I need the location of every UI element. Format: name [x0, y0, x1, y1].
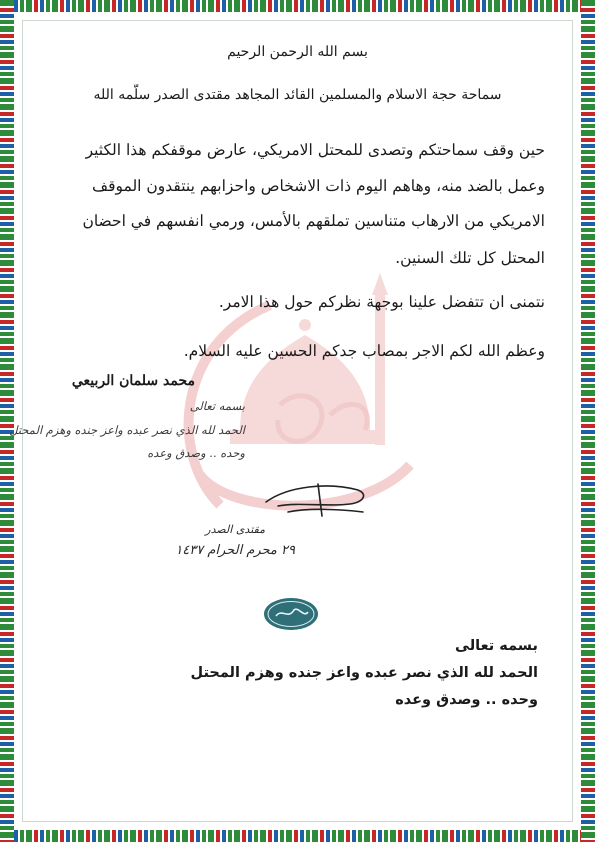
- right-ornamental-border: [581, 0, 595, 842]
- addressee-line: سماحة حجة الاسلام والمسلمين القائد المجاهد مقتدى الصدر سلّمه الله: [93, 87, 502, 103]
- signer-name: محمد سلمان الربيعي: [71, 373, 195, 389]
- typed-reply-line-1: بسمه تعالى: [455, 638, 538, 654]
- signature-date: ٢٩ محرم الحرام ١٤٣٧: [175, 543, 295, 558]
- handwritten-signature: [258, 472, 378, 542]
- basmala-heading: بسم الله الرحمن الرحيم: [227, 44, 368, 60]
- signature-name: مقتدى الصدر: [205, 523, 265, 536]
- bottom-ornamental-border: [0, 830, 595, 842]
- handwritten-reply-line-2: الحمد لله الذي نصر عبده واعز جنده وهزم المحتل: [9, 423, 245, 437]
- left-ornamental-border: [0, 0, 14, 842]
- paragraph-line-4: المحتل كل تلك السنين.: [395, 249, 545, 267]
- paragraph-line-3: الامريكي من الارهاب متناسين تملقهم بالأمس، ورمي انفسهم في احضان: [82, 212, 545, 230]
- request-line: نتمنى ان تتفضل علينا بوجهة نظركم حول هذا الامر.: [218, 293, 545, 311]
- handwritten-reply-line-3: وحده .. وصدق وعده: [147, 446, 245, 460]
- top-ornamental-border: [0, 0, 595, 12]
- typed-reply-line-2: الحمد لله الذي نصر عبده واعز جنده وهزم المحتل: [190, 665, 538, 681]
- paragraph-line-1: حين وقف سماحتكم وتصدى للمحتل الامريكي، عارض موقفكم هذا الكثير: [85, 141, 545, 159]
- handwritten-reply-line-1: بسمه تعالى: [189, 399, 245, 413]
- official-seal-stamp: [262, 596, 320, 632]
- condolence-line: وعظم الله لكم الاجر بمصاب جدكم الحسين عليه السلام.: [183, 342, 545, 360]
- paragraph-line-2: وعمل بالضد منه، وهاهم اليوم ذات الاشخاص واحزابهم ينتقدون الموقف: [92, 177, 545, 195]
- typed-reply-line-3: وحده .. وصدق وعده: [395, 692, 538, 708]
